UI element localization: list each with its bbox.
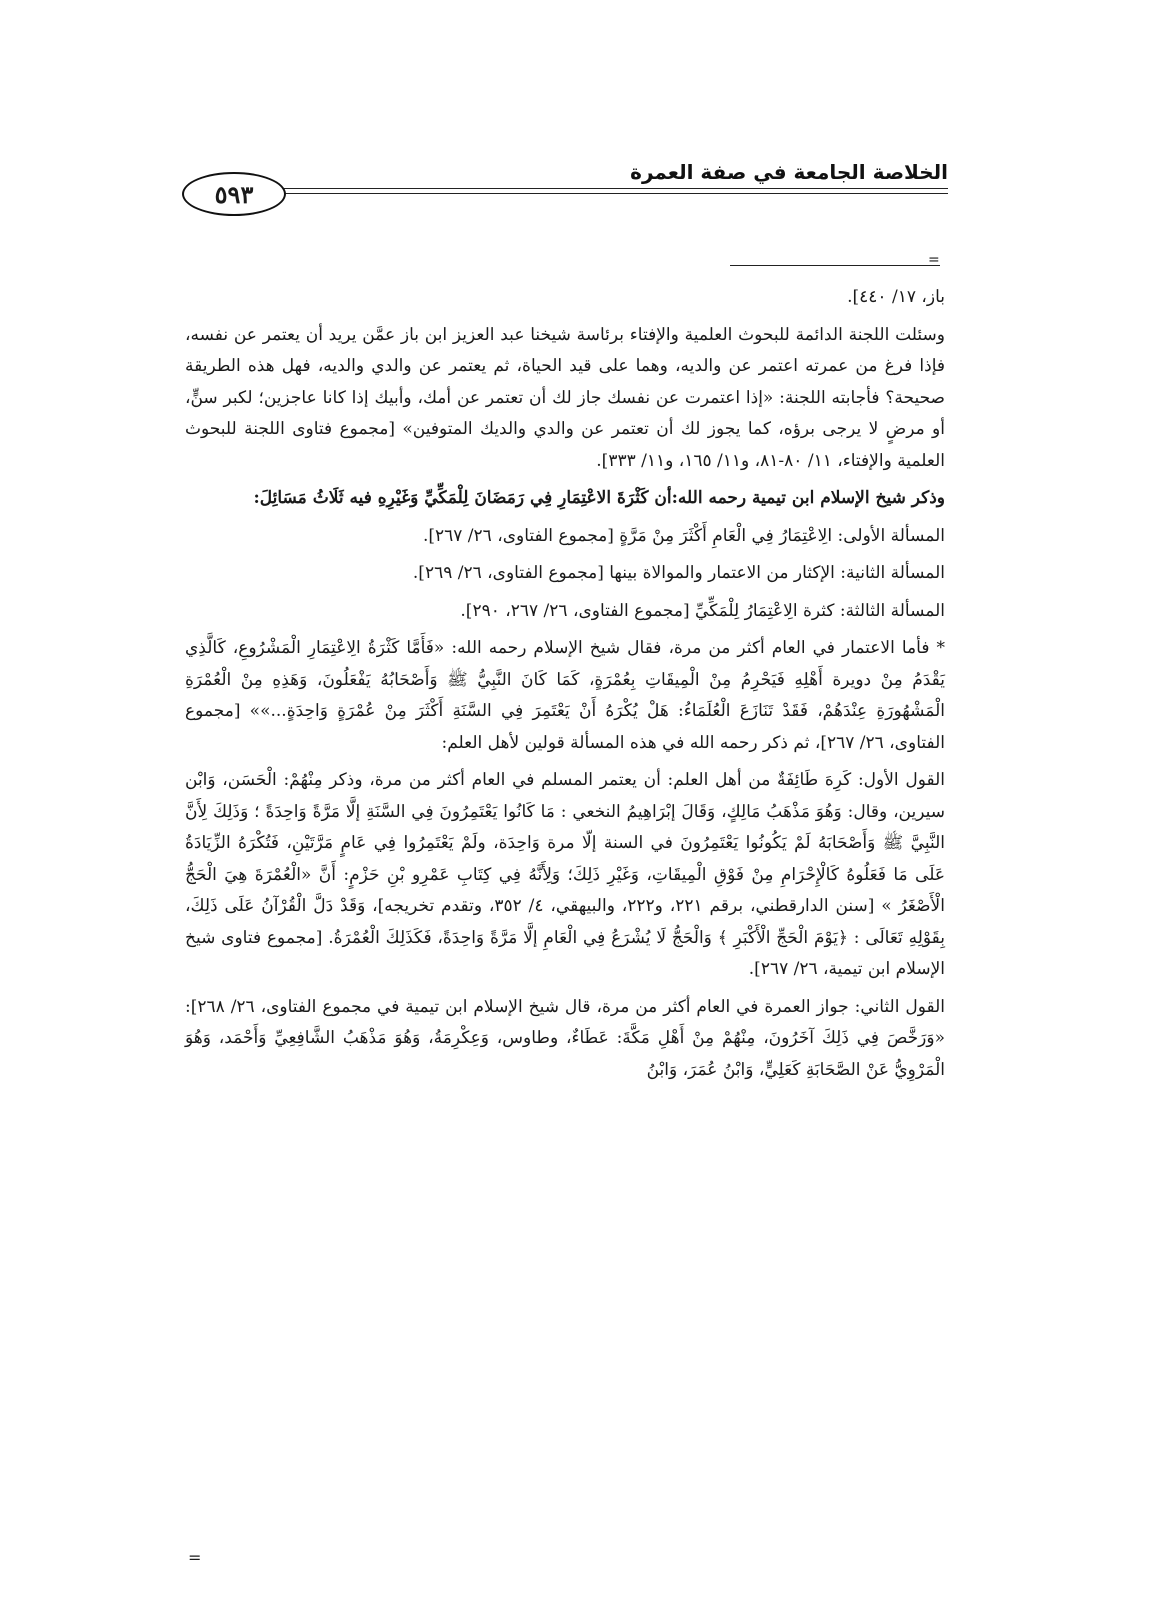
page-end-mark: = bbox=[188, 1548, 202, 1567]
header-rule-thin bbox=[283, 193, 948, 194]
paragraph-second-opinion: القول الثاني: جواز العمرة في العام أكثر من مرة، قال شيخ الإسلام ابن تيمية في مجموع الفتاوى، ٢٦/ ٢٦٨]: «وَرَخَّصَ فِي ذَلِكَ آخَرُونَ، مِنْهُمْ مِنْ أَهْلِ مَكَّةَ: عَطَاءٌ، وطاوس، وَعِكْرِمَةُ، وَهُوَ مَذْهَبُ الشَّافِعِيِّ وَأَحْمَد، وَهُوَ الْمَرْوِيُّ عَنْ الصَّحَابَةِ كَعَلِيٍّ، وَابْنُ عُمَرَ، وَابْنُ bbox=[185, 996, 945, 1080]
issue-3: المسألة الثالثة: كثرة الِاعْتِمَارُ لِلْمَكِّيِّ [مجموع الفتاوى، ٢٦/ ٢٦٧، ٢٩٠]. bbox=[460, 600, 945, 621]
page-body bbox=[185, 282, 945, 1092]
header-rule bbox=[283, 188, 948, 189]
page-header bbox=[178, 158, 948, 220]
paragraph-discussion: * فأما الاعتمار في العام أكثر من مرة، فقال شيخ الإسلام رحمه الله: «فَأَمَّا كَثْرَةُ الِاعْتِمَارِ الْمَشْرُوعِ، كَالَّذِي يَقْدَمُ مِنْ دويرة أَهْلِهِ فَيَحْرِمُ مِنْ الْمِيقَاتِ بِعُمْرَةٍ، كَمَا كَانَ النَّبِيُّ ﷺ وَأَصْحَابُهُ يَفْعَلُونَ، وَهَذِهِ مِنْ الْعُمْرَةِ الْمَشْهُورَةِ عِنْدَهُمْ، فَقَدْ تَنَازَعَ الْعُلَمَاءُ: هَلْ يُكْرَهُ أَنْ يَعْتَمِرَ فِي السَّنَةِ أَكْثَرَ مِنْ عُمْرَةٍ وَاحِدَةٍ...»» [مجموع الفتاوى، ٢٦/ ٢٦٧]، ثم ذكر رحمه الله في هذه المسألة قولين لأهل العلم: bbox=[185, 638, 945, 753]
continuation-mark: = bbox=[928, 252, 940, 268]
paragraph-fatwa: وسئلت اللجنة الدائمة للبحوث العلمية والإفتاء برئاسة شيخنا عبد العزيز ابن باز عمَّن يريد أن يعتمر عن نفسه، فإذا فرغ من عمرته اعتمر عن والديه، وهما على قيد الحياة، ثم يعتمر عن والدي والديه، فهل هذه الطريقة صحيحة؟ فأجابته اللجنة: «إذا اعتمرت عن نفسك جاز لك أن تعتمر عن أمك، وأبيك إذا كانا عاجزين؛ لكبر سنٍّ، أو مرضٍ لا يرجى برؤه، كما يجوز لك أن تعتمر عن والدي والديك المتوفين» [مجموع فتاوى اللجنة للبحوث العلمية والإفتاء، ١١/ ٨٠-٨١، و١١/ ١٦٥، و١١/ ٣٣٣]. bbox=[185, 324, 945, 471]
page-number: ٥٩٣ bbox=[182, 172, 286, 216]
issue-1: المسألة الأولى: الِاعْتِمَارُ فِي الْعَامِ أَكْثَرَ مِنْ مَرَّةٍ [مجموع الفتاوى، ٢٦/ ٢٦٧]. bbox=[422, 525, 945, 546]
footnote-separator bbox=[730, 265, 940, 266]
book-title: الخلاصة الجامعة في صفة العمرة bbox=[630, 160, 948, 184]
paragraph-first-opinion: القول الأول: كَرِهَ طَائِفَةٌ من أهل العلم: أن يعتمر المسلم في العام أكثر من مرة، وذكر مِنْهُمْ: الْحَسَن، وَابْن سيرين، وقال: وَهُوَ مَذْهَبُ مَالِكٍ، وَقَالَ إبْرَاهِيمُ النخعي : مَا كَانُوا يَعْتَمِرُونَ فِي السَّنَةِ إلَّا مَرَّةً وَاحِدَةً ؛ وَذَلِكَ لِأَنَّ النَّبِيَّ ﷺ وَأَصْحَابَهُ لَمْ يَكُونُوا يَعْتَمِرُونَ في السنة إلّا مرة وَاحِدَة، ولَمْ يَعْتَمِرُوا فِي عَامٍ مَرَّتَيْنِ، فَتُكْرَهُ الزِّيَادَةُ عَلَى مَا فَعَلُوهُ كَالْإِحْرَامِ مِنْ فَوْقِ الْمِيقَاتِ، وَغَيْرِ ذَلِكَ؛ وَلِأَنَّهُ فِي كِتَابِ عَمْرِو بْنِ حَزْمٍ: أَنَّ «الْعُمْرَةَ هِيَ الْحَجُّ الْأَصْغَرُ » [سنن الدارقطني، برقم ٢٢١، و٢٢٢، والبيهقي، ٤/ ٣٥٢، وتقدم تخريجه]، وَقَدْ دَلَّ الْقُرْآنُ عَلَى ذَلِكَ، بِقَوْلِهِ تَعَالَى : ﴿يَوْمَ الْحَجِّ الْأَكْبَرِ ﴾ وَالْحَجُّ لَا يُشْرَعُ فِي الْعَامِ إلَّا مَرَّةً وَاحِدَةً، فَكَذَلِكَ الْعُمْرَةُ. [مجموع فتاوى شيخ الإسلام ابن تيمية، ٢٦/ ٢٦٧]. bbox=[185, 770, 945, 979]
footnote-continuation: باز، ١٧/ ٤٤٠]. bbox=[847, 287, 945, 307]
ibn-taymiyya-intro: وذكر شيخ الإسلام ابن تيمية رحمه الله:أن كَثْرَةَ الاعْتِمَارِ فِي رَمَضَانَ لِلْمَكِّيِّ وَغَيْرِهِ فيه ثَلَاثُ مَسَائِلَ: bbox=[253, 488, 945, 508]
issue-2: المسألة الثانية: الإكثار من الاعتمار والموالاة بينها [مجموع الفتاوى، ٢٦/ ٢٦٩]. bbox=[412, 563, 945, 583]
